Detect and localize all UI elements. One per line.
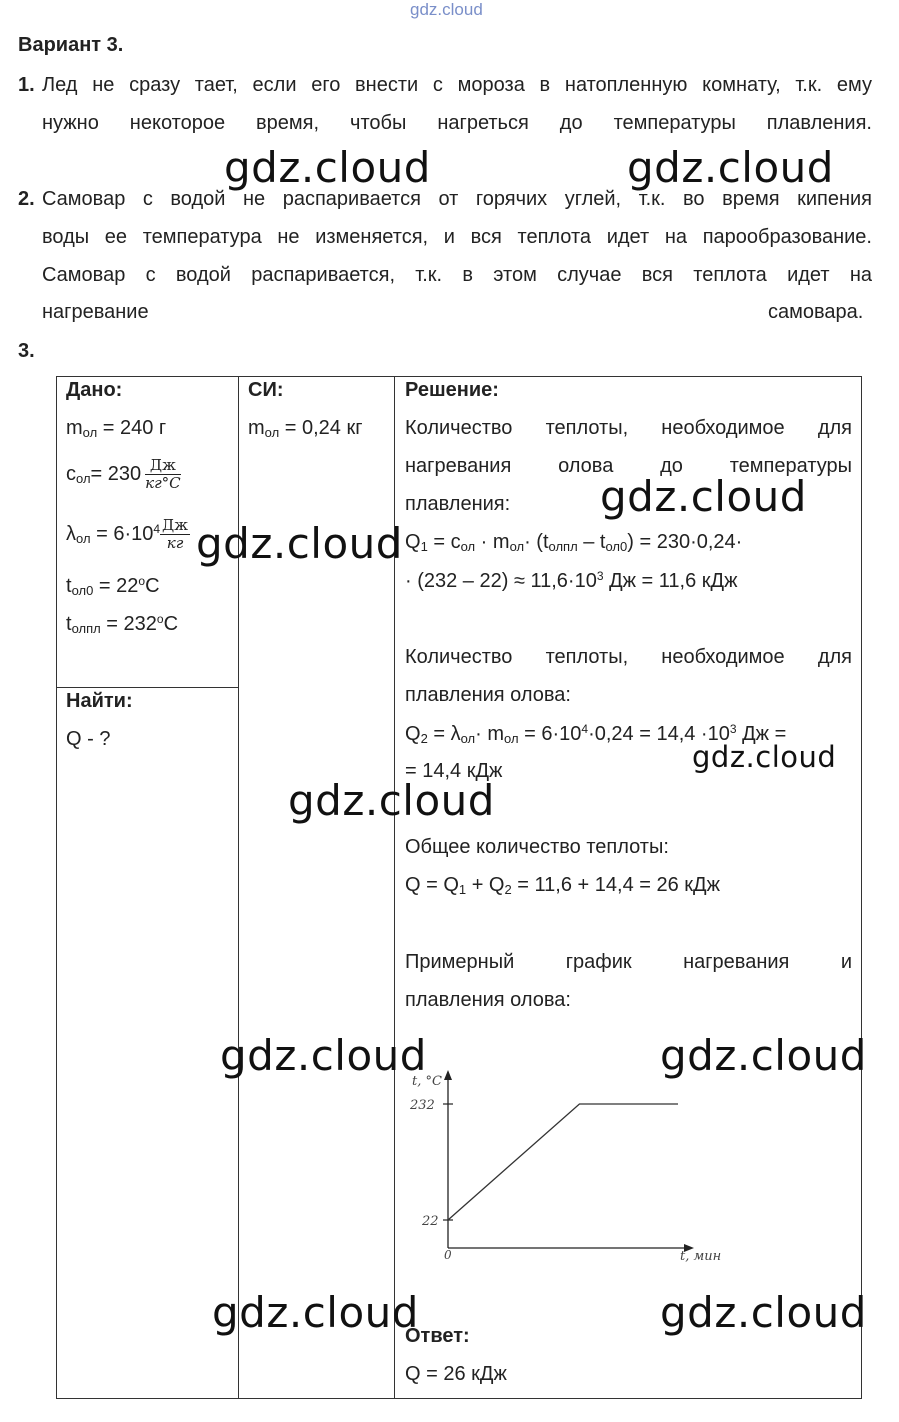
given-mass: $m_{ол} = 240$ г	[66, 417, 167, 440]
watermark-2: gdz.cloud	[627, 143, 834, 192]
answer-header: Ответ:	[405, 1325, 470, 1347]
watermark-5: gdz.cloud	[692, 740, 837, 774]
solution-header: Решение:	[405, 379, 499, 401]
solution-p1-line3: плавления:	[405, 493, 511, 515]
watermark-4: gdz.cloud	[196, 519, 403, 568]
si-mass: $m_{ол} = 0,24$ кг	[248, 417, 363, 440]
watermark-6: gdz.cloud	[288, 776, 495, 825]
find-value: Q - ?	[66, 728, 111, 750]
heating-curve	[448, 1104, 678, 1220]
given-find-divider	[56, 687, 238, 688]
solution-p1-line1: Количество теплоты, необходимое для	[405, 417, 852, 439]
origin-label: 0	[444, 1248, 452, 1262]
si-header: СИ:	[248, 379, 284, 401]
answer-1-line-1: Лед не сразу тает, если его внести с мороза в натопленную комнату, т.к. ему	[42, 74, 872, 96]
solution-p2-line2: плавления олова:	[405, 684, 571, 706]
given-latent-heat: $\lambda_{ол} = 6\cdot 10^4$ $\frac{Дж}{кг}$	[66, 516, 189, 552]
answer-value: Q = 26 кДж	[405, 1363, 507, 1385]
answer-2-line-2: воды ее температура не изменяется, и вся теплота идет на парообразование.	[42, 226, 872, 248]
formula-q1-line1: $Q_1 = c_{ол} \cdot m_{ол}\cdot (t_{олпл} - t_{ол0}) = 230\cdot 0,24\cdot$	[405, 531, 743, 554]
watermark-3: gdz.cloud	[600, 472, 807, 521]
watermark-7: gdz.cloud	[220, 1031, 427, 1080]
table-border-left	[56, 376, 57, 1399]
given-header: Дано:	[66, 379, 123, 401]
watermark-8: gdz.cloud	[660, 1031, 867, 1080]
y-tick-label: 22	[422, 1214, 439, 1229]
formula-q-total: $Q = Q_1 + Q_2 = 11,6 + 14,4 = 26$ кДж	[405, 874, 720, 897]
x-axis-label: t, мин	[680, 1249, 722, 1264]
solution-p4-line1: Примерный график нагревания и	[405, 951, 852, 973]
answer-2-line-4-start: нагревание	[42, 301, 149, 323]
y-axis-label: t, °C	[412, 1074, 442, 1089]
y-tick-group	[409, 1098, 453, 1229]
watermark-1: gdz.cloud	[224, 143, 431, 192]
latent-heat-unit: $\frac{Дж}{кг}$	[162, 516, 189, 552]
answer-2-number: 2.	[18, 188, 35, 210]
table-border-top	[56, 376, 862, 377]
formula-q1-line2: · $(232 - 22) \approx 11,6\cdot 10^3$ Дж = 11,6 кДж	[405, 569, 738, 592]
heating-melting-graph	[398, 1062, 728, 1272]
table-border-right	[861, 376, 862, 1399]
solution-p4-line2: плавления олова:	[405, 989, 571, 1011]
y-tick-label: 232	[410, 1098, 435, 1113]
site-logo[interactable]: gdz.cloud	[410, 0, 483, 19]
find-header: Найти:	[66, 690, 133, 712]
solution-p3: Общее количество теплоты:	[405, 836, 669, 858]
answer-3-number: 3.	[18, 340, 35, 362]
given-initial-temp: $t_{ол0} = 22^oC$	[66, 574, 160, 598]
given-heat-capacity: $c_{ол}= 230$ $\frac{Дж}{кг^\circ C}$	[66, 456, 181, 492]
answer-2-line-3: Самовар с водой распаривается, т.к. в этом случае вся теплота идет на	[42, 264, 872, 286]
page-title: Вариант 3.	[18, 34, 124, 56]
answer-1-number: 1.	[18, 74, 35, 96]
watermark-9: gdz.cloud	[212, 1288, 419, 1337]
solution-p1-line2: нагревания олова до температуры	[405, 455, 852, 477]
formula-q2-line1: $Q_2 = \lambda_{ол}\cdot m_{ол} = 6\cdot 10^4\cdot 0,24 = 14,4 \cdot 10^3$ Дж =	[405, 722, 787, 746]
answer-2-line-1: Самовар с водой не распаривается от горячих углей, т.к. во время кипения	[42, 188, 872, 210]
watermark-10: gdz.cloud	[660, 1288, 867, 1337]
answer-2-line-4-end: самовара.	[768, 301, 864, 323]
formula-q2-line2: = 14,4 кДж	[405, 760, 503, 782]
y-axis-arrow	[444, 1070, 452, 1080]
given-melting-temp: $t_{олпл} = 232^oC$	[66, 612, 179, 636]
table-border-bottom	[56, 1398, 862, 1399]
heat-capacity-unit: $\frac{Дж}{кг^\circ C}$	[145, 456, 181, 492]
solution-p2-line1: Количество теплоты, необходимое для	[405, 646, 852, 668]
answer-1-line-2: нужно некоторое время, чтобы нагреться до температуры плавления.	[42, 112, 872, 134]
